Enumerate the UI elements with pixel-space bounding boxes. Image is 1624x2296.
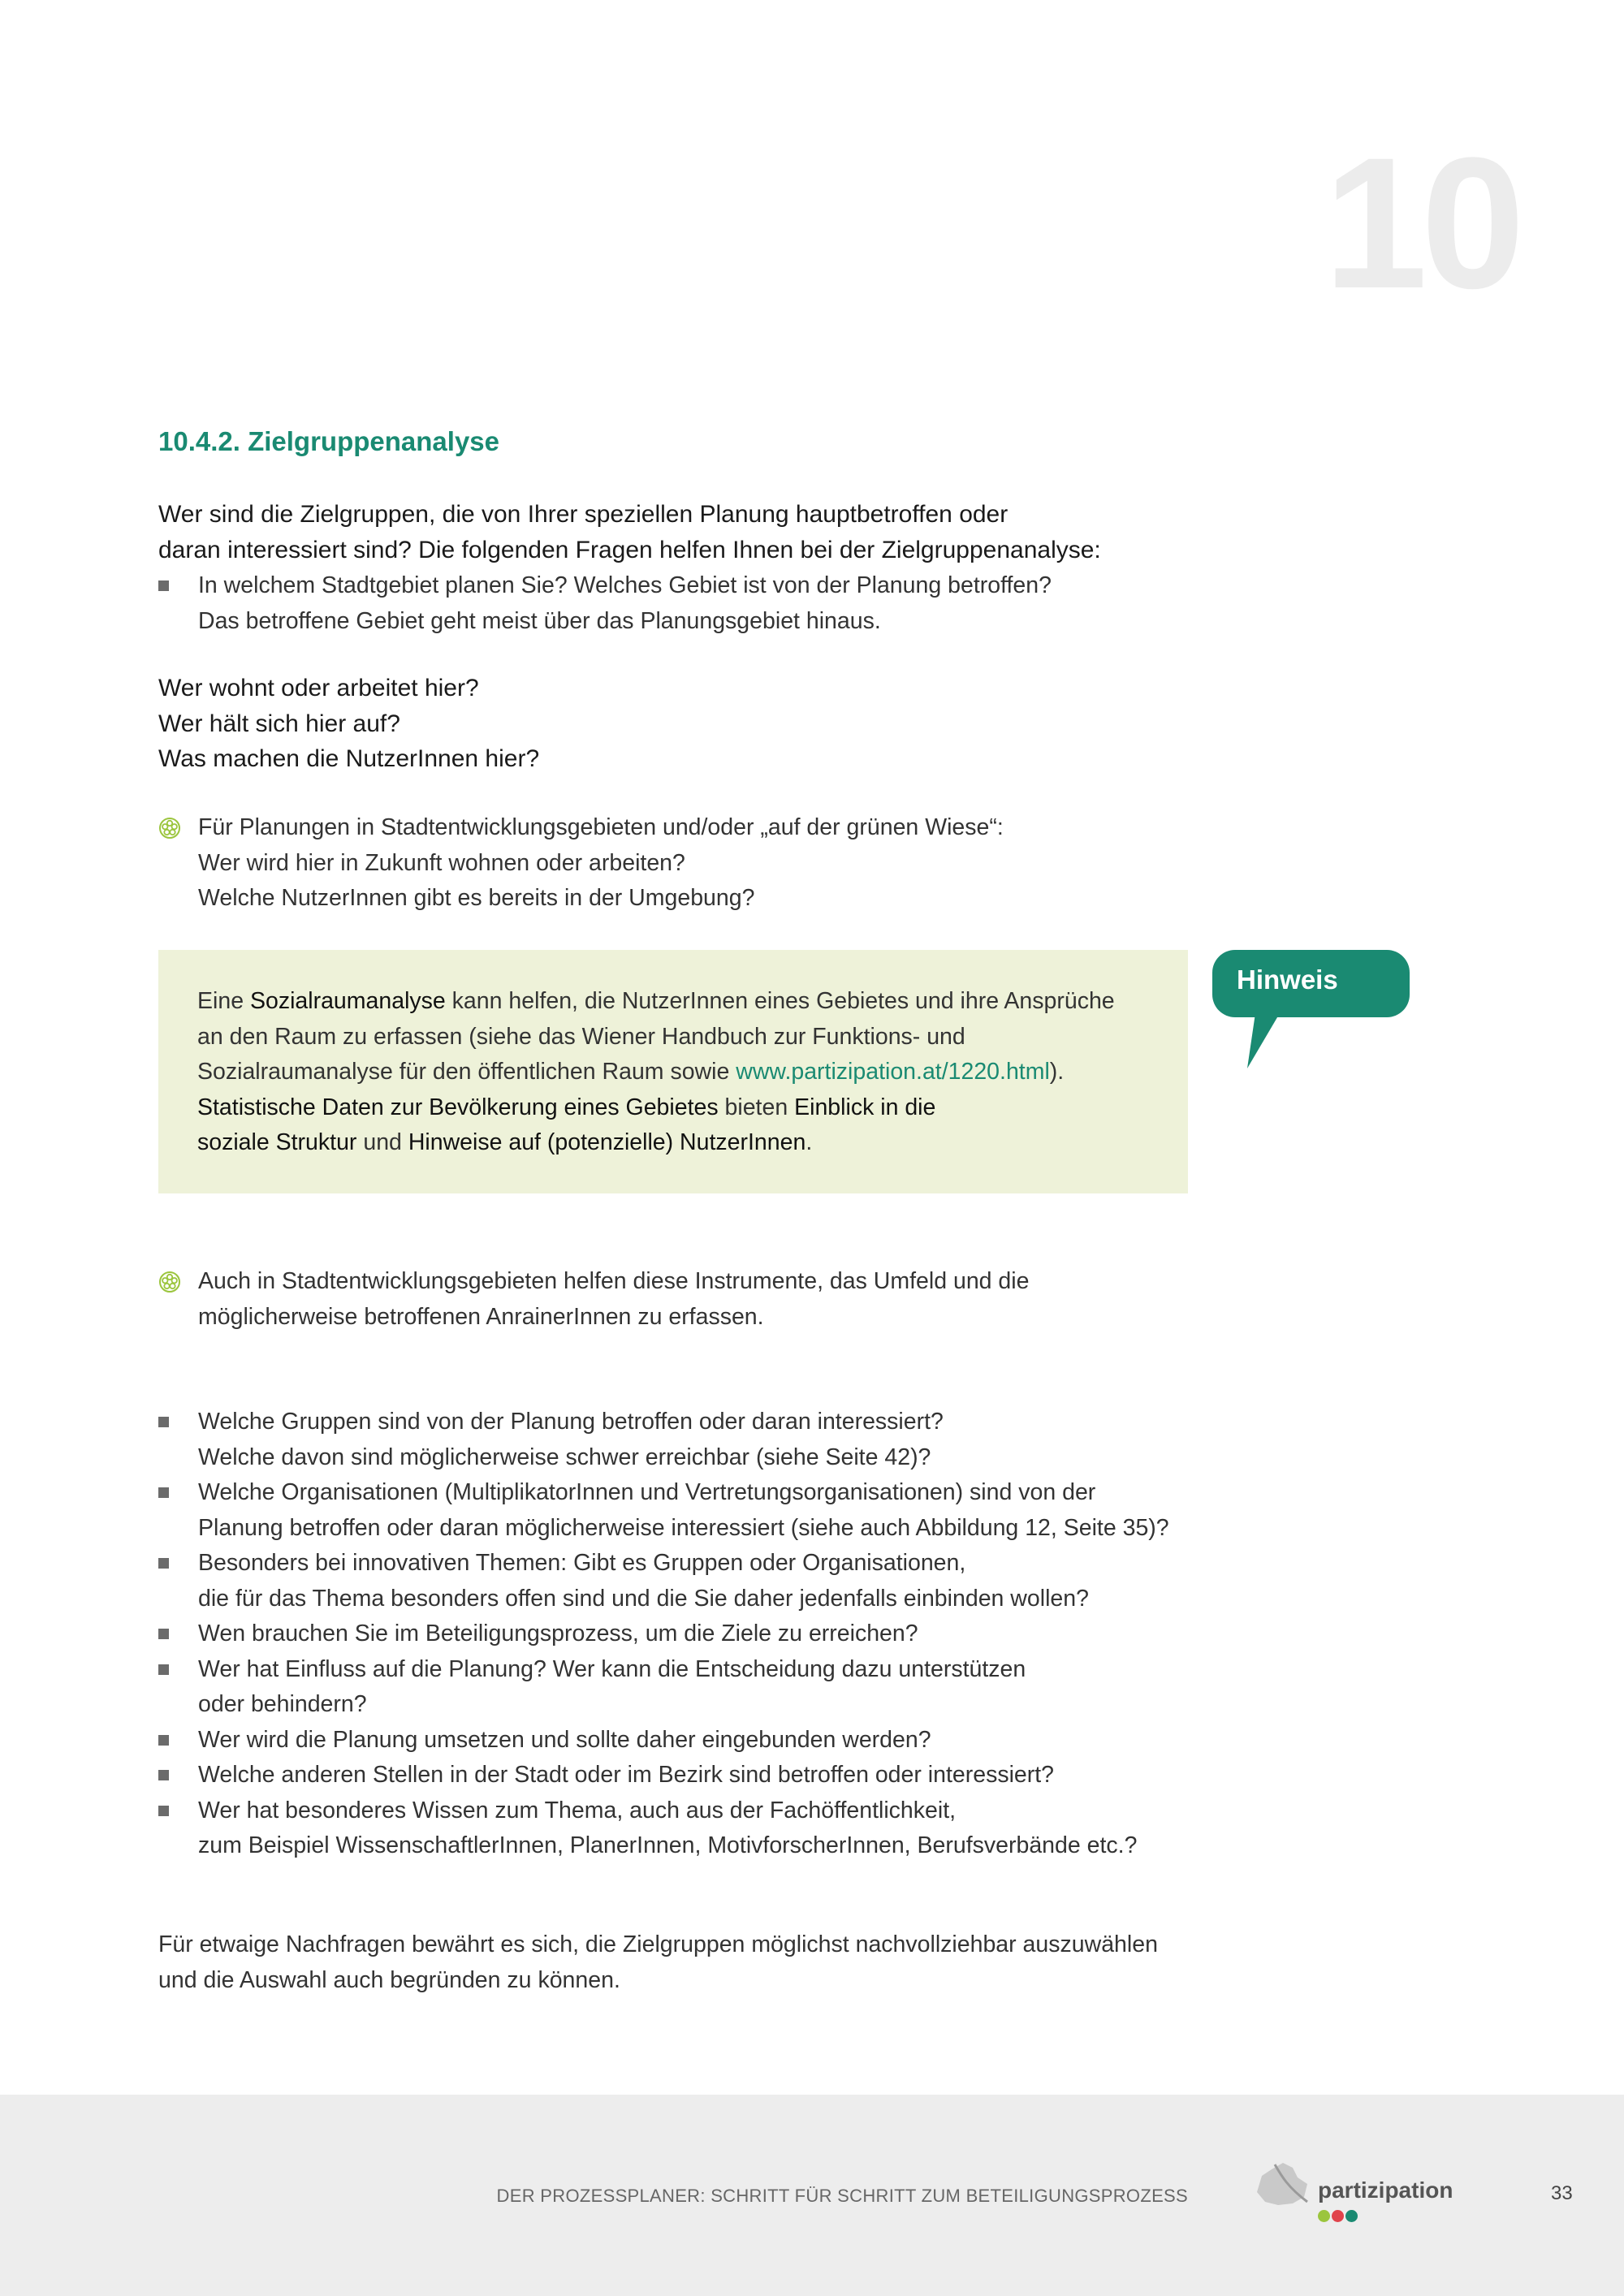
square-bullet-icon — [158, 580, 169, 591]
closing-paragraph: Für etwaige Nachfragen bewährt es sich, die Zielgruppen möglichst nachvollziehbar auszuwählen und die Auswahl auch begründen zu können. — [158, 1931, 1158, 1993]
second-bullet-list — [158, 1405, 1295, 1864]
square-bullet-icon — [158, 1487, 169, 1498]
footer-title: DER PROZESSPLANER: SCHRITT FÜR SCHRITT ZUM BETEILIGUNGSPROZESS — [496, 2186, 1188, 2206]
section-heading: 10.4.2. Zielgruppenanalyse — [158, 426, 500, 456]
list-item: Wer hat besonderes Wissen zum Thema, auch aus der Fachöffentlichkeit, zum Beispiel WissenschaftlerInnen, PlanerInnen, MotivforscherInnen, Berufsverbände etc.? — [158, 1793, 1295, 1864]
lead-line: daran interessiert sind? Die folgenden Fragen helfen Ihnen bei der Zielgruppenanalyse: — [158, 537, 1101, 563]
greenfield-note: Für Planungen in Stadtentwicklungsgebieten und/oder „auf der grünen Wiese“: Wer wird hier in Zukunft wohnen oder arbeiten? Welche NutzerInnen gibt es bereits in der Umgebung? — [158, 810, 1295, 917]
list-item: In welchem Stadtgebiet planen Sie? Welches Gebiet ist von der Planung betroffen? Das betroffene Gebiet geht meist über das Planungsgebiet hinaus. — [158, 568, 1295, 639]
list-item: Wer hat Einfluss auf die Planung? Wer kann die Entscheidung dazu unterstützen oder behindern? — [158, 1652, 1295, 1723]
square-bullet-icon — [158, 1558, 169, 1569]
hint-box — [158, 950, 1188, 1193]
list-item: Welche Organisationen (MultiplikatorInnen und Vertretungsorganisationen) sind von der Planung betroffen oder daran möglicherweise interessiert (siehe auch Abbildung 12, Seite 35)? — [158, 1475, 1295, 1546]
list-item: Wer wird die Planung umsetzen und sollte daher eingebunden werden? — [158, 1723, 1295, 1759]
vienna-map-logo-icon — [1250, 2160, 1311, 2208]
square-bullet-icon — [158, 1806, 169, 1816]
square-bullet-icon — [158, 1735, 169, 1746]
list-item: Welche anderen Stellen in der Stadt oder im Bezirk sind betroffen oder interessiert? — [158, 1758, 1295, 1793]
development-note: Auch in Stadtentwicklungsgebieten helfen diese Instrumente, das Umfeld und die möglicherweise betroffenen AnrainerInnen zu erfassen. — [158, 1264, 1295, 1335]
flower-icon — [158, 817, 181, 839]
page-number: 33 — [1551, 2182, 1573, 2204]
partizipation-link[interactable]: www.partizipation.at/1220.html — [736, 1059, 1050, 1085]
questions-block — [158, 671, 889, 777]
speech-bubble-tail-icon — [1247, 1013, 1280, 1068]
page-footer — [0, 2095, 1624, 2296]
question-line: Wer wohnt oder arbeitet hier? — [158, 675, 479, 701]
lead-line: Wer sind die Zielgruppen, die von Ihrer speziellen Planung hauptbetroffen oder — [158, 501, 1009, 528]
list-item: Wen brauchen Sie im Beteiligungsprozess, um die Ziele zu erreichen? — [158, 1616, 1295, 1652]
lead-paragraph — [158, 497, 1255, 568]
hint-text: Eine Sozialraumanalyse kann helfen, die NutzerInnen eines Gebietes und ihre Ansprüche an den Raum zu erfassen (siehe das Wiener Handbuch zur Funktions- und Sozialraumanalyse für den öffentlichen Raum sowie www.partizipation.at/1220.html). Statistische Daten zur Bevölkerung eines Gebietes bieten Einblick in die soziale Struktur und Hinweise auf (potenzielle) NutzerInnen. — [197, 988, 1115, 1155]
list-item: Besonders bei innovativen Themen: Gibt es Gruppen oder Organisationen, die für das Thema besonders offen sind und die Sie daher jedenfalls einbinden wollen? — [158, 1546, 1295, 1616]
question-line: Was machen die NutzerInnen hier? — [158, 745, 540, 772]
square-bullet-icon — [158, 1770, 169, 1780]
flower-icon — [158, 1271, 181, 1293]
square-bullet-icon — [158, 1629, 169, 1639]
logo-dots — [1318, 2210, 1359, 2223]
square-bullet-icon — [158, 1417, 169, 1427]
question-line: Wer hält sich hier auf? — [158, 710, 400, 737]
chapter-number: 10 — [1324, 119, 1518, 327]
square-bullet-icon — [158, 1664, 169, 1675]
first-bullet-list — [158, 568, 1295, 639]
hint-label: Hinweis — [1237, 965, 1338, 995]
hint-speech-bubble — [1212, 950, 1410, 1017]
logo-text: partizipation — [1318, 2177, 1453, 2203]
list-item: Welche Gruppen sind von der Planung betroffen oder daran interessiert? Welche davon sind möglicherweise schwer erreichbar (siehe Seite 42)? — [158, 1405, 1295, 1475]
